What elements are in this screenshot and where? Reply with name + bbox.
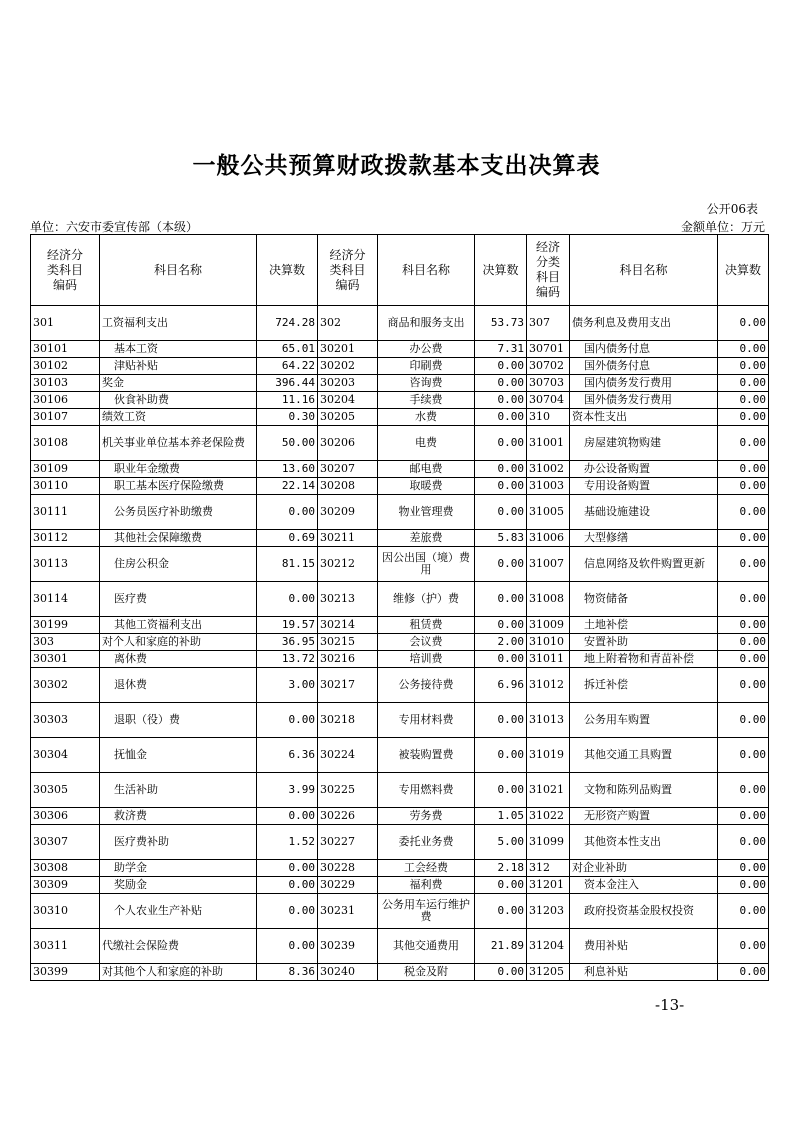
code-cell: 30224 [318, 738, 378, 773]
amount-cell: 13.72 [257, 651, 318, 668]
code-cell: 30702 [527, 358, 570, 375]
code-cell: 307 [527, 306, 570, 341]
header-name-3: 科目名称 [570, 235, 718, 306]
table-row [31, 929, 769, 964]
amount-cell: 0.00 [475, 964, 527, 981]
amount-cell: 36.95 [257, 634, 318, 651]
amount-cell: 0.00 [718, 860, 769, 877]
header-row [31, 235, 769, 306]
name-cell: 取暖费 [378, 478, 475, 495]
code-cell: 31019 [527, 738, 570, 773]
name-cell: 拆迁补偿 [570, 668, 718, 703]
amount-cell: 0.00 [718, 703, 769, 738]
name-cell: 国内债务付息 [570, 341, 718, 358]
amount-cell: 0.00 [718, 825, 769, 860]
name-cell: 印刷费 [378, 358, 475, 375]
table-row [31, 773, 769, 808]
code-cell: 30304 [31, 738, 100, 773]
code-cell: 30109 [31, 461, 100, 478]
name-cell: 被装购置费 [378, 738, 475, 773]
amount-cell: 0.00 [718, 668, 769, 703]
amount-cell: 0.00 [718, 392, 769, 409]
name-cell: 公务用车运行维护费 [378, 894, 475, 929]
amount-cell: 0.00 [718, 773, 769, 808]
amount-cell: 0.00 [718, 426, 769, 461]
amount-cell: 0.69 [257, 530, 318, 547]
table-row [31, 530, 769, 547]
name-cell: 利息补贴 [570, 964, 718, 981]
name-cell: 物业管理费 [378, 495, 475, 530]
name-cell: 资本性支出 [570, 409, 718, 426]
amount-cell: 0.00 [718, 634, 769, 651]
name-cell: 手续费 [378, 392, 475, 409]
code-cell: 30205 [318, 409, 378, 426]
amount-cell: 6.96 [475, 668, 527, 703]
code-cell: 30225 [318, 773, 378, 808]
header-name-1: 科目名称 [100, 235, 257, 306]
code-cell: 30310 [31, 894, 100, 929]
amount-cell: 0.00 [718, 461, 769, 478]
code-cell: 31021 [527, 773, 570, 808]
code-cell: 30701 [527, 341, 570, 358]
amount-cell: 0.00 [475, 392, 527, 409]
amount-cell: 0.00 [257, 877, 318, 894]
code-cell: 30303 [31, 703, 100, 738]
amount-cell: 396.44 [257, 375, 318, 392]
table-row [31, 825, 769, 860]
amount-cell: 0.00 [475, 617, 527, 634]
code-cell: 30399 [31, 964, 100, 981]
code-cell: 30311 [31, 929, 100, 964]
table-row [31, 358, 769, 375]
code-cell: 30201 [318, 341, 378, 358]
name-cell: 退职（役）费 [100, 703, 257, 738]
name-cell: 咨询费 [378, 375, 475, 392]
code-cell: 31022 [527, 808, 570, 825]
amount-cell: 0.00 [257, 894, 318, 929]
name-cell: 物资储备 [570, 582, 718, 617]
amount-cell: 0.00 [718, 341, 769, 358]
code-cell: 30108 [31, 426, 100, 461]
amount-cell: 0.00 [718, 651, 769, 668]
name-cell: 房屋建筑物购建 [570, 426, 718, 461]
amount-cell: 0.00 [475, 461, 527, 478]
name-cell: 维修（护）费 [378, 582, 475, 617]
amount-cell: 5.00 [475, 825, 527, 860]
name-cell: 公务接待费 [378, 668, 475, 703]
name-cell: 差旅费 [378, 530, 475, 547]
code-cell: 30228 [318, 860, 378, 877]
code-cell: 30308 [31, 860, 100, 877]
amount-cell: 65.01 [257, 341, 318, 358]
code-cell: 30209 [318, 495, 378, 530]
table-row [31, 808, 769, 825]
amount-cell: 13.60 [257, 461, 318, 478]
name-cell: 水费 [378, 409, 475, 426]
code-cell: 30102 [31, 358, 100, 375]
amount-cell: 0.00 [475, 703, 527, 738]
name-cell: 专用燃料费 [378, 773, 475, 808]
amount-cell: 724.28 [257, 306, 318, 341]
name-cell: 债务利息及费用支出 [570, 306, 718, 341]
table-row [31, 478, 769, 495]
code-cell: 31007 [527, 547, 570, 582]
amount-cell: 0.00 [475, 409, 527, 426]
name-cell: 因公出国（境）费用 [378, 547, 475, 582]
code-cell: 30203 [318, 375, 378, 392]
name-cell: 国外债务付息 [570, 358, 718, 375]
code-cell: 31006 [527, 530, 570, 547]
name-cell: 会议费 [378, 634, 475, 651]
name-cell: 工资福利支出 [100, 306, 257, 341]
amount-cell: 5.83 [475, 530, 527, 547]
code-cell: 31008 [527, 582, 570, 617]
name-cell: 商品和服务支出 [378, 306, 475, 341]
header-code-3: 经济分类科目编码 [527, 235, 570, 306]
table-row [31, 306, 769, 341]
header-code-2: 经济分类科目编码 [318, 235, 378, 306]
amount-cell: 0.00 [475, 547, 527, 582]
code-cell: 30113 [31, 547, 100, 582]
code-cell: 30703 [527, 375, 570, 392]
amount-cell: 2.00 [475, 634, 527, 651]
code-cell: 31001 [527, 426, 570, 461]
name-cell: 培训费 [378, 651, 475, 668]
code-cell: 31009 [527, 617, 570, 634]
code-cell: 310 [527, 409, 570, 426]
code-cell: 301 [31, 306, 100, 341]
code-cell: 30202 [318, 358, 378, 375]
code-cell: 30110 [31, 478, 100, 495]
table-row [31, 668, 769, 703]
name-cell: 基本工资 [100, 341, 257, 358]
name-cell: 文物和陈列品购置 [570, 773, 718, 808]
name-cell: 租赁费 [378, 617, 475, 634]
amount-cell: 0.00 [718, 929, 769, 964]
code-cell: 30218 [318, 703, 378, 738]
table-row [31, 495, 769, 530]
table-row [31, 877, 769, 894]
name-cell: 其他社会保障缴费 [100, 530, 257, 547]
name-cell: 委托业务费 [378, 825, 475, 860]
code-cell: 31203 [527, 894, 570, 929]
amount-cell: 0.00 [718, 495, 769, 530]
amount-cell: 0.00 [257, 929, 318, 964]
amount-cell: 0.00 [475, 495, 527, 530]
amount-cell: 0.00 [475, 738, 527, 773]
code-cell: 30211 [318, 530, 378, 547]
header-amount-2: 决算数 [475, 235, 527, 306]
unit-label: 单位：六安市委宣传部（本级） [30, 220, 199, 234]
name-cell: 绩效工资 [100, 409, 257, 426]
amount-cell: 0.00 [475, 877, 527, 894]
code-cell: 30206 [318, 426, 378, 461]
code-cell: 30301 [31, 651, 100, 668]
code-cell: 30309 [31, 877, 100, 894]
code-cell: 31205 [527, 964, 570, 981]
code-cell: 31011 [527, 651, 570, 668]
name-cell: 救济费 [100, 808, 257, 825]
table-row [31, 738, 769, 773]
table-row [31, 894, 769, 929]
name-cell: 其他交通工具购置 [570, 738, 718, 773]
name-cell: 津贴补贴 [100, 358, 257, 375]
amount-cell: 1.05 [475, 808, 527, 825]
code-cell: 30107 [31, 409, 100, 426]
amount-cell: 21.89 [475, 929, 527, 964]
amount-cell: 6.36 [257, 738, 318, 773]
name-cell: 地上附着物和青苗补偿 [570, 651, 718, 668]
amount-cell: 0.00 [257, 860, 318, 877]
amount-cell: 0.00 [475, 375, 527, 392]
code-cell: 30216 [318, 651, 378, 668]
code-cell: 30215 [318, 634, 378, 651]
code-cell: 31012 [527, 668, 570, 703]
name-cell: 职工基本医疗保险缴费 [100, 478, 257, 495]
amount-cell: 0.00 [718, 409, 769, 426]
name-cell: 费用补贴 [570, 929, 718, 964]
name-cell: 邮电费 [378, 461, 475, 478]
name-cell: 其他资本性支出 [570, 825, 718, 860]
code-cell: 30208 [318, 478, 378, 495]
name-cell: 对其他个人和家庭的补助 [100, 964, 257, 981]
header-amount-1: 决算数 [257, 235, 318, 306]
name-cell: 基础设施建设 [570, 495, 718, 530]
name-cell: 医疗费补助 [100, 825, 257, 860]
amount-cell: 0.00 [718, 358, 769, 375]
header-name-2: 科目名称 [378, 235, 475, 306]
name-cell: 伙食补助费 [100, 392, 257, 409]
table-row [31, 392, 769, 409]
code-cell: 30204 [318, 392, 378, 409]
table-row [31, 409, 769, 426]
name-cell: 工会经费 [378, 860, 475, 877]
amount-cell: 0.00 [475, 426, 527, 461]
name-cell: 办公费 [378, 341, 475, 358]
code-cell: 30112 [31, 530, 100, 547]
expenditure-table [30, 234, 769, 981]
table-row [31, 617, 769, 634]
code-cell: 31099 [527, 825, 570, 860]
code-cell: 30306 [31, 808, 100, 825]
amount-cell: 0.00 [257, 495, 318, 530]
name-cell: 福利费 [378, 877, 475, 894]
name-cell: 专用设备购置 [570, 478, 718, 495]
table-row [31, 375, 769, 392]
code-cell: 30239 [318, 929, 378, 964]
amount-cell: 0.00 [718, 547, 769, 582]
amount-cell: 0.00 [718, 738, 769, 773]
name-cell: 奖金 [100, 375, 257, 392]
amount-cell: 64.22 [257, 358, 318, 375]
name-cell: 职业年金缴费 [100, 461, 257, 478]
amount-cell: 0.00 [718, 964, 769, 981]
name-cell: 国外债务发行费用 [570, 392, 718, 409]
code-cell: 302 [318, 306, 378, 341]
amount-cell: 0.00 [718, 375, 769, 392]
name-cell: 资本金注入 [570, 877, 718, 894]
code-cell: 31204 [527, 929, 570, 964]
code-cell: 31002 [527, 461, 570, 478]
header-amount-3: 决算数 [718, 235, 769, 306]
name-cell: 生活补助 [100, 773, 257, 808]
amount-cell: 0.00 [718, 582, 769, 617]
amount-cell: 1.52 [257, 825, 318, 860]
amount-cell: 3.00 [257, 668, 318, 703]
name-cell: 税金及附 [378, 964, 475, 981]
name-cell: 公务员医疗补助缴费 [100, 495, 257, 530]
table-row [31, 582, 769, 617]
code-cell: 30212 [318, 547, 378, 582]
code-cell: 31005 [527, 495, 570, 530]
amount-cell: 0.00 [718, 478, 769, 495]
name-cell: 助学金 [100, 860, 257, 877]
code-cell: 30704 [527, 392, 570, 409]
amount-cell: 2.18 [475, 860, 527, 877]
code-cell: 312 [527, 860, 570, 877]
code-cell: 30229 [318, 877, 378, 894]
table-row [31, 341, 769, 358]
code-cell: 30114 [31, 582, 100, 617]
code-cell: 30307 [31, 825, 100, 860]
name-cell: 抚恤金 [100, 738, 257, 773]
code-cell: 30214 [318, 617, 378, 634]
code-cell: 303 [31, 634, 100, 651]
page-number: -13- [655, 996, 685, 1014]
amount-cell: 81.15 [257, 547, 318, 582]
table-row [31, 964, 769, 981]
table-row [31, 651, 769, 668]
amount-cell: 0.00 [257, 582, 318, 617]
code-cell: 30227 [318, 825, 378, 860]
code-cell: 30231 [318, 894, 378, 929]
amount-cell: 7.31 [475, 341, 527, 358]
amount-cell: 0.00 [475, 358, 527, 375]
code-cell: 30207 [318, 461, 378, 478]
name-cell: 奖励金 [100, 877, 257, 894]
name-cell: 退休费 [100, 668, 257, 703]
amount-cell: 0.00 [475, 773, 527, 808]
name-cell: 其他交通费用 [378, 929, 475, 964]
amount-cell: 0.00 [475, 651, 527, 668]
name-cell: 政府投资基金股权投资 [570, 894, 718, 929]
table-row [31, 547, 769, 582]
table-row [31, 634, 769, 651]
code-cell: 30302 [31, 668, 100, 703]
code-cell: 31010 [527, 634, 570, 651]
name-cell: 个人农业生产补贴 [100, 894, 257, 929]
code-cell: 30111 [31, 495, 100, 530]
amount-cell: 3.99 [257, 773, 318, 808]
name-cell: 办公设备购置 [570, 461, 718, 478]
amount-cell: 0.00 [718, 894, 769, 929]
name-cell: 安置补助 [570, 634, 718, 651]
code-cell: 30240 [318, 964, 378, 981]
table-row [31, 703, 769, 738]
code-cell: 30103 [31, 375, 100, 392]
name-cell: 劳务费 [378, 808, 475, 825]
money-unit-label: 金额单位：万元 [680, 220, 765, 234]
code-cell: 30213 [318, 582, 378, 617]
amount-cell: 0.00 [257, 808, 318, 825]
amount-cell: 0.00 [475, 478, 527, 495]
page-title: 一般公共预算财政拨款基本支出决算表 [192, 152, 601, 179]
amount-cell: 50.00 [257, 426, 318, 461]
name-cell: 代缴社会保险费 [100, 929, 257, 964]
amount-cell: 19.57 [257, 617, 318, 634]
table-row [31, 426, 769, 461]
code-cell: 31013 [527, 703, 570, 738]
name-cell: 其他工资福利支出 [100, 617, 257, 634]
amount-cell: 0.00 [718, 306, 769, 341]
name-cell: 对个人和家庭的补助 [100, 634, 257, 651]
code-cell: 30199 [31, 617, 100, 634]
name-cell: 无形资产购置 [570, 808, 718, 825]
code-cell: 30106 [31, 392, 100, 409]
amount-cell: 22.14 [257, 478, 318, 495]
amount-cell: 0.00 [718, 808, 769, 825]
code-cell: 30101 [31, 341, 100, 358]
name-cell: 土地补偿 [570, 617, 718, 634]
name-cell: 信息网络及软件购置更新 [570, 547, 718, 582]
amount-cell: 0.00 [475, 894, 527, 929]
amount-cell: 53.73 [475, 306, 527, 341]
table-row [31, 860, 769, 877]
code-cell: 30305 [31, 773, 100, 808]
form-code: 公开06表 [706, 202, 758, 216]
code-cell: 31201 [527, 877, 570, 894]
code-cell: 30226 [318, 808, 378, 825]
name-cell: 国内债务发行费用 [570, 375, 718, 392]
amount-cell: 11.16 [257, 392, 318, 409]
name-cell: 电费 [378, 426, 475, 461]
amount-cell: 0.30 [257, 409, 318, 426]
amount-cell: 0.00 [718, 877, 769, 894]
name-cell: 大型修缮 [570, 530, 718, 547]
code-cell: 30217 [318, 668, 378, 703]
amount-cell: 0.00 [718, 617, 769, 634]
table-row [31, 461, 769, 478]
code-cell: 31003 [527, 478, 570, 495]
amount-cell: 0.00 [718, 530, 769, 547]
name-cell: 对企业补助 [570, 860, 718, 877]
name-cell: 住房公积金 [100, 547, 257, 582]
amount-cell: 0.00 [475, 582, 527, 617]
name-cell: 公务用车购置 [570, 703, 718, 738]
header-code-1: 经济分类科目编码 [31, 235, 100, 306]
name-cell: 机关事业单位基本养老保险费 [100, 426, 257, 461]
name-cell: 离休费 [100, 651, 257, 668]
amount-cell: 8.36 [257, 964, 318, 981]
name-cell: 专用材料费 [378, 703, 475, 738]
amount-cell: 0.00 [257, 703, 318, 738]
name-cell: 医疗费 [100, 582, 257, 617]
